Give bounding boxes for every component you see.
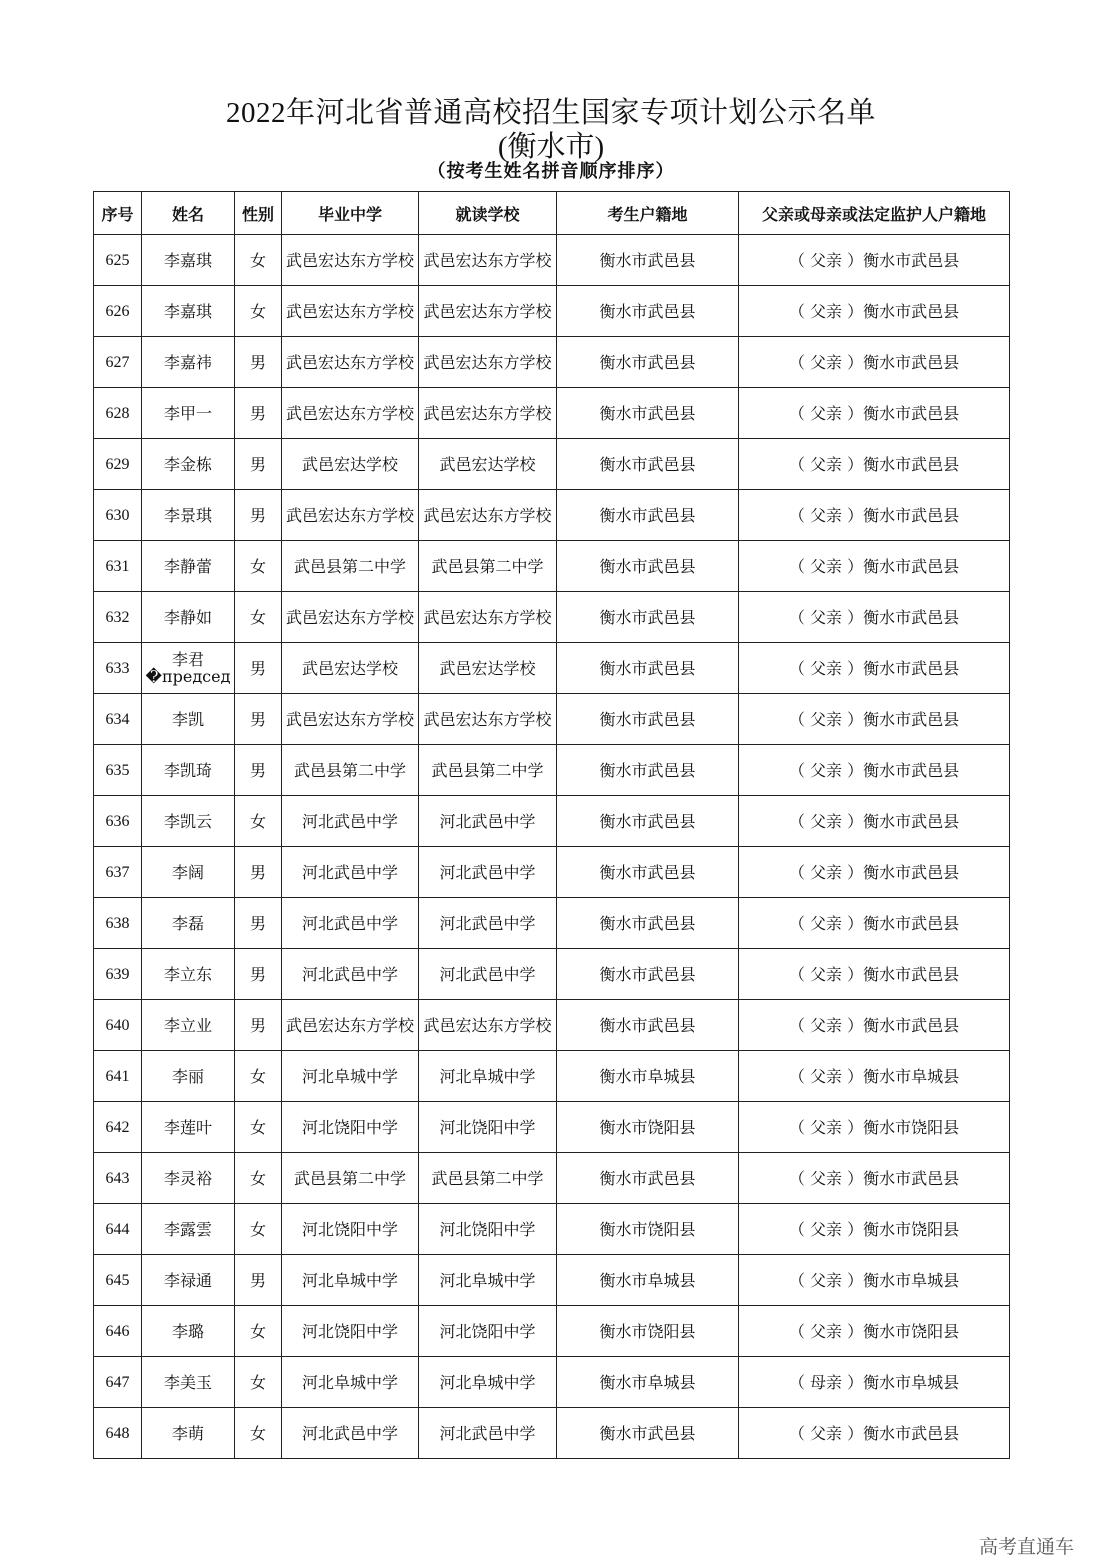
cell-name: 李丽 (142, 1051, 235, 1102)
cell-index: 648 (94, 1408, 142, 1459)
cell-name: 李甲一 (142, 388, 235, 439)
cell-gender: 男 (235, 847, 282, 898)
cell-index: 630 (94, 490, 142, 541)
cell-current-school: 武邑宏达东方学校 (419, 694, 557, 745)
table-row (94, 694, 1010, 745)
cell-guardian-registration: （ 父亲 ）衡水市武邑县 (739, 388, 1010, 439)
cell-guardian-registration: （ 父亲 ）衡水市阜城县 (739, 1051, 1010, 1102)
cell-graduated-school: 武邑宏达东方学校 (282, 286, 419, 337)
cell-name: 李立业 (142, 1000, 235, 1051)
cell-graduated-school: 武邑县第二中学 (282, 541, 419, 592)
cell-gender: 男 (235, 1000, 282, 1051)
cell-graduated-school: 河北阜城中学 (282, 1051, 419, 1102)
cell-graduated-school: 河北武邑中学 (282, 949, 419, 1000)
table-row (94, 745, 1010, 796)
cell-gender: 女 (235, 1051, 282, 1102)
cell-name: 李美玉 (142, 1357, 235, 1408)
cell-household-registration: 衡水市武邑县 (557, 847, 739, 898)
cell-guardian-registration: （ 父亲 ）衡水市武邑县 (739, 1408, 1010, 1459)
cell-current-school: 武邑县第二中学 (419, 541, 557, 592)
column-header-gender: 性别 (235, 192, 282, 235)
cell-gender: 男 (235, 949, 282, 1000)
cell-current-school: 武邑宏达学校 (419, 439, 557, 490)
table-row (94, 1000, 1010, 1051)
table-row (94, 337, 1010, 388)
cell-guardian-registration: （ 父亲 ）衡水市武邑县 (739, 847, 1010, 898)
table-row (94, 949, 1010, 1000)
cell-graduated-school: 武邑宏达东方学校 (282, 1000, 419, 1051)
cell-index: 633 (94, 643, 142, 694)
table-row (94, 898, 1010, 949)
cell-name: 李莲叶 (142, 1102, 235, 1153)
table-row (94, 1408, 1010, 1459)
cell-gender: 男 (235, 388, 282, 439)
cell-household-registration: 衡水市武邑县 (557, 694, 739, 745)
cell-index: 641 (94, 1051, 142, 1102)
cell-index: 635 (94, 745, 142, 796)
table-row (94, 439, 1010, 490)
cell-current-school: 武邑县第二中学 (419, 1153, 557, 1204)
cell-index: 634 (94, 694, 142, 745)
cell-name: 李立东 (142, 949, 235, 1000)
table-row (94, 490, 1010, 541)
cell-current-school: 武邑宏达东方学校 (419, 388, 557, 439)
column-header-graduated-school: 毕业中学 (282, 192, 419, 235)
cell-graduated-school: 河北阜城中学 (282, 1357, 419, 1408)
cell-current-school: 河北武邑中学 (419, 898, 557, 949)
cell-current-school: 河北武邑中学 (419, 847, 557, 898)
cell-household-registration: 衡水市武邑县 (557, 1153, 739, 1204)
table-row (94, 1051, 1010, 1102)
cell-name: 李嘉琪 (142, 235, 235, 286)
table-row (94, 1204, 1010, 1255)
cell-household-registration: 衡水市武邑县 (557, 1000, 739, 1051)
cell-current-school: 河北武邑中学 (419, 949, 557, 1000)
cell-current-school: 武邑宏达东方学校 (419, 490, 557, 541)
cell-guardian-registration: （ 父亲 ）衡水市武邑县 (739, 286, 1010, 337)
cell-graduated-school: 河北饶阳中学 (282, 1306, 419, 1357)
cell-index: 627 (94, 337, 142, 388)
cell-household-registration: 衡水市武邑县 (557, 745, 739, 796)
table-row (94, 1357, 1010, 1408)
cell-household-registration: 衡水市阜城县 (557, 1051, 739, 1102)
cell-index: 647 (94, 1357, 142, 1408)
cell-graduated-school: 武邑宏达东方学校 (282, 490, 419, 541)
cell-current-school: 河北饶阳中学 (419, 1102, 557, 1153)
cell-household-registration: 衡水市武邑县 (557, 541, 739, 592)
cell-gender: 女 (235, 235, 282, 286)
cell-name: 李萌 (142, 1408, 235, 1459)
cell-guardian-registration: （ 父亲 ）衡水市武邑县 (739, 1000, 1010, 1051)
cell-gender: 男 (235, 337, 282, 388)
cell-gender: 女 (235, 286, 282, 337)
cell-household-registration: 衡水市饶阳县 (557, 1306, 739, 1357)
cell-guardian-registration: （ 父亲 ）衡水市饶阳县 (739, 1102, 1010, 1153)
column-header-household-registration: 考生户籍地 (557, 192, 739, 235)
cell-gender: 男 (235, 1255, 282, 1306)
table-row (94, 1153, 1010, 1204)
cell-household-registration: 衡水市武邑县 (557, 490, 739, 541)
cell-name: 李嘉琪 (142, 286, 235, 337)
cell-gender: 女 (235, 1306, 282, 1357)
cell-graduated-school: 河北武邑中学 (282, 796, 419, 847)
cell-index: 628 (94, 388, 142, 439)
cell-graduated-school: 武邑宏达东方学校 (282, 337, 419, 388)
table-row (94, 1255, 1010, 1306)
cell-household-registration: 衡水市武邑县 (557, 643, 739, 694)
cell-graduated-school: 武邑宏达学校 (282, 643, 419, 694)
cell-current-school: 武邑县第二中学 (419, 745, 557, 796)
cell-name: 李磊 (142, 898, 235, 949)
cell-gender: 女 (235, 796, 282, 847)
cell-household-registration: 衡水市武邑县 (557, 388, 739, 439)
column-header-guardian-registration: 父亲或母亲或法定监护人户籍地 (739, 192, 1010, 235)
cell-guardian-registration: （ 父亲 ）衡水市武邑县 (739, 592, 1010, 643)
cell-current-school: 武邑宏达东方学校 (419, 235, 557, 286)
cell-index: 646 (94, 1306, 142, 1357)
cell-gender: 男 (235, 898, 282, 949)
cell-household-registration: 衡水市武邑县 (557, 1408, 739, 1459)
cell-current-school: 武邑宏达东方学校 (419, 286, 557, 337)
cell-index: 645 (94, 1255, 142, 1306)
cell-guardian-registration: （ 父亲 ）衡水市武邑县 (739, 745, 1010, 796)
cell-household-registration: 衡水市武邑县 (557, 949, 739, 1000)
cell-gender: 男 (235, 745, 282, 796)
cell-index: 629 (94, 439, 142, 490)
cell-index: 631 (94, 541, 142, 592)
cell-gender: 男 (235, 439, 282, 490)
cell-household-registration: 衡水市武邑县 (557, 796, 739, 847)
cell-guardian-registration: （ 父亲 ）衡水市武邑县 (739, 796, 1010, 847)
cell-name: 李阔 (142, 847, 235, 898)
cell-index: 626 (94, 286, 142, 337)
cell-name: 李嘉祎 (142, 337, 235, 388)
cell-household-registration: 衡水市武邑县 (557, 235, 739, 286)
cell-gender: 女 (235, 1204, 282, 1255)
cell-index: 636 (94, 796, 142, 847)
cell-gender: 女 (235, 1102, 282, 1153)
watermark: 高考直通车 (978, 1536, 1074, 1558)
cell-guardian-registration: （ 父亲 ）衡水市武邑县 (739, 949, 1010, 1000)
cell-gender: 女 (235, 541, 282, 592)
table-row (94, 286, 1010, 337)
cell-current-school: 武邑宏达东方学校 (419, 592, 557, 643)
table-row (94, 643, 1010, 694)
cell-current-school: 河北饶阳中学 (419, 1204, 557, 1255)
cell-graduated-school: 武邑宏达东方学校 (282, 694, 419, 745)
cell-index: 625 (94, 235, 142, 286)
table-row (94, 1306, 1010, 1357)
cell-household-registration: 衡水市武邑县 (557, 439, 739, 490)
cell-guardian-registration: （ 父亲 ）衡水市武邑县 (739, 898, 1010, 949)
cell-name: 李璐 (142, 1306, 235, 1357)
cell-household-registration: 衡水市阜城县 (557, 1255, 739, 1306)
cell-current-school: 河北武邑中学 (419, 796, 557, 847)
cell-household-registration: 衡水市饶阳县 (557, 1102, 739, 1153)
cell-index: 644 (94, 1204, 142, 1255)
table-row (94, 388, 1010, 439)
cell-guardian-registration: （ 父亲 ）衡水市武邑县 (739, 235, 1010, 286)
cell-name: 李露雲 (142, 1204, 235, 1255)
cell-current-school: 武邑宏达东方学校 (419, 1000, 557, 1051)
table-row (94, 235, 1010, 286)
table-row (94, 796, 1010, 847)
cell-name: 李凯云 (142, 796, 235, 847)
cell-gender: 女 (235, 1408, 282, 1459)
cell-name: 李凯琦 (142, 745, 235, 796)
cell-guardian-registration: （ 父亲 ）衡水市武邑县 (739, 643, 1010, 694)
sort-note: （按考生姓名拼音顺序排序） (427, 161, 675, 181)
cell-name: 李灵裕 (142, 1153, 235, 1204)
column-header-current-school: 就读学校 (419, 192, 557, 235)
cell-gender: 男 (235, 643, 282, 694)
cell-graduated-school: 武邑宏达东方学校 (282, 592, 419, 643)
cell-index: 642 (94, 1102, 142, 1153)
cell-index: 638 (94, 898, 142, 949)
column-header-index: 序号 (94, 192, 142, 235)
cell-name: 李静如 (142, 592, 235, 643)
cell-gender: 女 (235, 1357, 282, 1408)
cell-index: 640 (94, 1000, 142, 1051)
cell-graduated-school: 武邑宏达东方学校 (282, 235, 419, 286)
cell-current-school: 河北阜城中学 (419, 1255, 557, 1306)
cell-graduated-school: 武邑县第二中学 (282, 1153, 419, 1204)
cell-name: 李静蕾 (142, 541, 235, 592)
cell-current-school: 河北饶阳中学 (419, 1306, 557, 1357)
cell-current-school: 武邑宏达学校 (419, 643, 557, 694)
cell-guardian-registration: （ 父亲 ）衡水市武邑县 (739, 541, 1010, 592)
cell-gender: 女 (235, 592, 282, 643)
cell-guardian-registration: （ 父亲 ）衡水市饶阳县 (739, 1204, 1010, 1255)
cell-graduated-school: 河北武邑中学 (282, 1408, 419, 1459)
table-row (94, 847, 1010, 898)
table-row (94, 1102, 1010, 1153)
table-header-row (94, 192, 1010, 235)
cell-current-school: 河北阜城中学 (419, 1357, 557, 1408)
cell-current-school: 河北武邑中学 (419, 1408, 557, 1459)
cell-current-school: 河北阜城中学 (419, 1051, 557, 1102)
cell-name: 李禄通 (142, 1255, 235, 1306)
cell-graduated-school: 河北饶阳中学 (282, 1204, 419, 1255)
table-body (94, 235, 1010, 1459)
cell-graduated-school: 河北武邑中学 (282, 898, 419, 949)
cell-graduated-school: 河北武邑中学 (282, 847, 419, 898)
cell-graduated-school: 武邑宏达学校 (282, 439, 419, 490)
cell-guardian-registration: （ 父亲 ）衡水市武邑县 (739, 1153, 1010, 1204)
table-row (94, 541, 1010, 592)
cell-index: 639 (94, 949, 142, 1000)
cell-household-registration: 衡水市武邑县 (557, 592, 739, 643)
page-subtitle: (衡水市) (497, 131, 605, 163)
cell-name: 李凯 (142, 694, 235, 745)
column-header-name: 姓名 (142, 192, 235, 235)
cell-index: 643 (94, 1153, 142, 1204)
cell-graduated-school: 河北饶阳中学 (282, 1102, 419, 1153)
cell-graduated-school: 河北阜城中学 (282, 1255, 419, 1306)
cell-graduated-school: 武邑县第二中学 (282, 745, 419, 796)
cell-household-registration: 衡水市饶阳县 (557, 1204, 739, 1255)
cell-guardian-registration: （ 父亲 ）衡水市武邑县 (739, 439, 1010, 490)
cell-index: 637 (94, 847, 142, 898)
cell-guardian-registration: （ 父亲 ）衡水市武邑县 (739, 694, 1010, 745)
roster-table (93, 191, 1010, 1459)
table-row (94, 592, 1010, 643)
cell-gender: 男 (235, 694, 282, 745)
cell-name: 李君�председ (142, 643, 235, 694)
cell-household-registration: 衡水市武邑县 (557, 337, 739, 388)
cell-gender: 男 (235, 490, 282, 541)
cell-graduated-school: 武邑宏达东方学校 (282, 388, 419, 439)
cell-household-registration: 衡水市阜城县 (557, 1357, 739, 1408)
cell-name: 李景琪 (142, 490, 235, 541)
cell-name: 李金栋 (142, 439, 235, 490)
cell-guardian-registration: （ 母亲 ）衡水市阜城县 (739, 1357, 1010, 1408)
cell-guardian-registration: （ 父亲 ）衡水市阜城县 (739, 1255, 1010, 1306)
page-title: 2022年河北省普通高校招生国家专项计划公示名单 (225, 97, 876, 129)
cell-household-registration: 衡水市武邑县 (557, 898, 739, 949)
cell-gender: 女 (235, 1153, 282, 1204)
cell-index: 632 (94, 592, 142, 643)
cell-household-registration: 衡水市武邑县 (557, 286, 739, 337)
cell-guardian-registration: （ 父亲 ）衡水市武邑县 (739, 337, 1010, 388)
cell-current-school: 武邑宏达东方学校 (419, 337, 557, 388)
cell-guardian-registration: （ 父亲 ）衡水市饶阳县 (739, 1306, 1010, 1357)
cell-guardian-registration: （ 父亲 ）衡水市武邑县 (739, 490, 1010, 541)
